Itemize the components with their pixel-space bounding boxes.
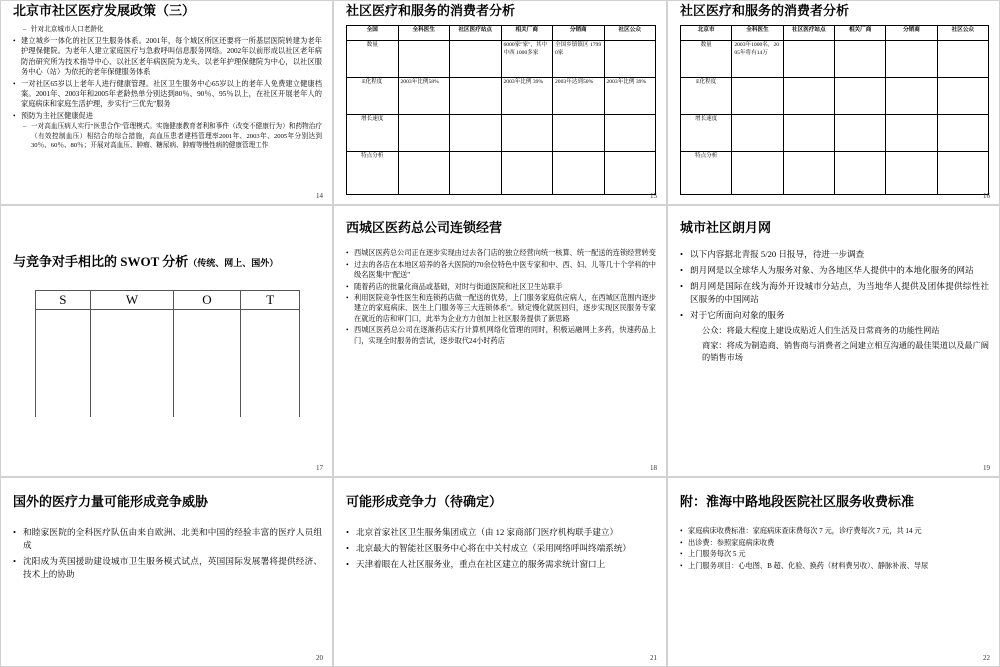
page-title: 附：淮海中路地段医院社区服务收费标准 xyxy=(680,494,915,509)
table-row-label: 数量 xyxy=(347,41,399,78)
list-item: • 过去的各店在本地区培养的各大医院的70余位特色中医专家和中、西、妇、儿等几十个学科的中级名医集中"配送" xyxy=(346,260,656,281)
table-cell xyxy=(398,41,450,78)
swot-cell-t xyxy=(240,310,299,418)
table-cell xyxy=(501,115,553,152)
table-row xyxy=(347,152,656,195)
table-cell xyxy=(783,152,834,195)
table-header-cell: 相关厂商 xyxy=(834,26,885,41)
slide-thumbnail[interactable] xyxy=(0,0,333,205)
table-row xyxy=(681,152,989,195)
table-cell xyxy=(604,41,656,78)
list-item: • 出诊费：参照家庭病床收费 xyxy=(680,538,989,548)
list-item: • 家庭病床收费标准：家庭病床查床费每次 7 元，诊疗费每次 7 元，共 14 元 xyxy=(680,526,989,536)
table-cell xyxy=(450,78,502,115)
slide-thumbnail[interactable] xyxy=(333,0,667,205)
table-cell xyxy=(886,115,937,152)
table-cell xyxy=(937,41,988,78)
bullet-list xyxy=(680,526,989,571)
slide-number: 20 xyxy=(316,654,323,662)
page-title xyxy=(13,254,322,270)
slide-thumbnail[interactable] xyxy=(333,205,667,477)
table-cell: 2003年达到50% xyxy=(553,78,605,115)
list-item: • 朗月网是国际在线为海外开设城市分站点，为当地华人提供及团体提供综性社区服务的中国网站 xyxy=(680,280,989,306)
slide-thumbnail[interactable] xyxy=(667,205,1000,477)
table-cell xyxy=(937,115,988,152)
list-item: • 上门服务每次 5 元 xyxy=(680,549,989,559)
table-cell xyxy=(732,152,783,195)
list-item: • 西城区医药总公司在逐渐药店实行计算机网络化管理的同时，积极运融网上多药，快速药品上门，实现全时服务的尝试，逐步取代24小时药店 xyxy=(346,325,656,346)
page-title-sub: （传统、网上、国外） xyxy=(188,258,279,268)
bullet-list xyxy=(346,526,656,571)
table-header-cell: 社区医疗站点 xyxy=(450,26,502,41)
list-item: • 朗月网是以全球华人为服务对象、为各地区华人提供中的本地化服务的网站 xyxy=(680,264,989,277)
table-header-cell: 全国 xyxy=(347,26,399,41)
bullet-list xyxy=(680,248,989,364)
list-item: • 建立城乡一体化的社区卫生服务体系。2001年，每个城区所区还要将一所基层医院转建为老年护理保健院。为老年人建立家庭医疗与急救呼叫信息服务网络。2002年以前形成以社区老年病防治研究所为技术指导中心、以社区老年病医院为龙头、以老年护理保健院为中心，以社区服务中心（站）为依托的老年保健服务体系 xyxy=(13,36,322,78)
table-row xyxy=(681,41,989,78)
table-cell xyxy=(553,115,605,152)
swot-header-o: O xyxy=(173,291,240,310)
table-header-cell: 社区医疗站点 xyxy=(783,26,834,41)
table-cell xyxy=(732,78,783,115)
swot-cell-o xyxy=(173,310,240,418)
table-cell xyxy=(834,78,885,115)
list-item: • 沈阳成为英国援助建设城市卫生服务模式试点，英国国际发展署将提供经济、技术上的协助 xyxy=(13,555,322,581)
table-cell xyxy=(732,115,783,152)
bullet-list xyxy=(13,526,322,581)
table-row-label: 特点分析 xyxy=(681,152,732,195)
list-item: – 一对高血压病人实行"医患合作"管理模式。实施健康教育者利和事件（改变不健康行为）和药物治疗（有效控制血压）相结合的综合措施，高血压患者建档管理率2001年、2003年、2005年分别达到30％、60％、80％；开展对高血压、肿瘤、糖尿病、肿瘤等慢性病的健康管理工作 xyxy=(13,122,322,151)
table-cell xyxy=(886,152,937,195)
table-header-cell: 社区公众 xyxy=(937,26,988,41)
list-item: • 一对社区65岁以上老年人进行健康管理。社区卫生服务中心65岁以上的老年人免费建立健康档案。2001年、2003年和2005年老龄热单分别达到80％、90％、95％以上，在社区开展老年人的家庭病床和家庭生活护理，步实行"三优先"服务 xyxy=(13,79,322,110)
bullet-list xyxy=(13,25,322,151)
list-item: • 以下内容据北青报 5/20 日报导，待进一步调查 xyxy=(680,248,989,261)
page-title: 西城区医药总公司连锁经营 xyxy=(346,220,503,235)
table-cell xyxy=(886,78,937,115)
slide-number: 16 xyxy=(983,192,990,200)
list-item: • 预防为主社区健康促进 xyxy=(13,111,322,121)
list-item: • 北京首家社区卫生服务集团成立（由 12 家商部门医疗机构联手建立） xyxy=(346,526,656,539)
table-cell xyxy=(937,152,988,195)
table-header-cell: 相关厂商 xyxy=(501,26,553,41)
table-cell xyxy=(783,78,834,115)
list-item: 商家：将成为制造商、销售商与消费者之间建立相互沟通的最佳渠道以及最广阔的销售市场 xyxy=(702,341,989,363)
list-item: 公众：将最大程度上建设成贴近人们生活及日常商务的功能性网站 xyxy=(702,325,940,335)
table-cell xyxy=(604,115,656,152)
slide-thumbnail[interactable] xyxy=(667,477,1000,667)
table-cell xyxy=(937,78,988,115)
table-row-label: E化程度 xyxy=(681,78,732,115)
table-row xyxy=(35,310,300,418)
table-cell xyxy=(553,152,605,195)
table-cell: 2003年1000名，2005年将有14万 xyxy=(732,41,783,78)
table-row-label: 增长速度 xyxy=(347,115,399,152)
slide-thumbnail[interactable] xyxy=(333,477,667,667)
table-row xyxy=(681,78,989,115)
slide-number: 18 xyxy=(650,464,657,472)
slide-number: 19 xyxy=(983,464,990,472)
slide-thumbnail[interactable] xyxy=(0,205,333,477)
slide-thumbnail[interactable] xyxy=(0,477,333,667)
table-cell xyxy=(834,41,885,78)
slide-thumbnail[interactable] xyxy=(667,0,1000,205)
swot-header-s: S xyxy=(35,291,90,310)
table-header-cell: 分销商 xyxy=(886,26,937,41)
list-item: • 对于它所面向对象的服务 xyxy=(680,309,989,322)
table-cell: 6000家"家"，其中中西 1000多家 xyxy=(501,41,553,78)
table-header-row xyxy=(347,26,656,41)
list-item: • 天津着眼在人社区服务业，重点在社区建立的服务需求统计窗口上 xyxy=(346,558,656,571)
list-item: • 随着药店的批量化商品或基础，对时与街道医院和社区卫生站联手 xyxy=(346,282,656,292)
table-cell xyxy=(834,152,885,195)
list-item: • 利用医院竞争性医生和连锁药店做一配送的优势，上门服务家庭供应病人，在西城区范围内逐步建立的家庭病床、医生上门服务等三大连锁体系"。锁定慢化就医回归，逐步实现区民服务专家在就近的店和审门口，此举为企业方力创加上社区服务提供了新思路 xyxy=(346,293,656,324)
page-title: 北京市社区医疗发展政策（三） xyxy=(13,3,196,18)
table-cell xyxy=(450,115,502,152)
table-row-label: 数量 xyxy=(681,41,732,78)
table-cell xyxy=(398,115,450,152)
list-item: • 上门服务项目：心电图、B 超、化验、换药（材料费另收）、静脉补液、导尿 xyxy=(680,561,989,571)
slide-number: 15 xyxy=(650,192,657,200)
slide-number: 22 xyxy=(983,654,990,662)
table-cell: 全国乡镇镇区 17990家 xyxy=(553,41,605,78)
swot-cell-w xyxy=(91,310,174,418)
table-cell: 2003年比例58% xyxy=(398,78,450,115)
swot-cell-s xyxy=(35,310,90,418)
table-cell xyxy=(398,152,450,195)
slide-number: 21 xyxy=(650,654,657,662)
list-item: • 北京最大的智能社区服务中心将在中关村成立（采用网络呼叫终端系统） xyxy=(346,542,656,555)
slide-number: 17 xyxy=(316,464,323,472)
table-cell xyxy=(604,152,656,195)
table-row-label: E化程度 xyxy=(347,78,399,115)
table-header-cell: 北京市 xyxy=(681,26,732,41)
page-title: 国外的医疗力量可能形成竞争威胁 xyxy=(13,494,209,509)
consumer-analysis-table xyxy=(680,25,989,195)
table-cell xyxy=(783,115,834,152)
table-row xyxy=(681,115,989,152)
page-title: 可能形成竞争力（待确定） xyxy=(346,494,503,509)
table-row xyxy=(347,41,656,78)
table-header-cell: 社区公众 xyxy=(604,26,656,41)
page-title: 城市社区朗月网 xyxy=(680,220,772,235)
bullet-list xyxy=(346,248,656,346)
table-cell xyxy=(886,41,937,78)
table-cell: 2003年比例 39% xyxy=(501,78,553,115)
swot-header-t: T xyxy=(240,291,299,310)
list-item: • 和睦家医院的全科医疗队伍由来自欧洲、北美和中国的经验丰富的医疗人员组成 xyxy=(13,526,322,552)
page-title: 社区医疗和服务的消费者分析 xyxy=(346,3,516,18)
table-header-row xyxy=(35,291,300,310)
swot-header-w: W xyxy=(91,291,174,310)
table-cell xyxy=(450,41,502,78)
page-title: 社区医疗和服务的消费者分析 xyxy=(680,3,850,18)
table-row-label: 增长速度 xyxy=(681,115,732,152)
table-row xyxy=(347,115,656,152)
table-header-row xyxy=(681,26,989,41)
table-cell xyxy=(450,152,502,195)
page-title-main: 与竞争对手相比的 SWOT 分析 xyxy=(13,254,189,269)
table-row-label: 特点分析 xyxy=(347,152,399,195)
swot-table xyxy=(35,290,301,417)
slide-number: 14 xyxy=(316,192,323,200)
table-header-cell: 全科医生 xyxy=(732,26,783,41)
table-cell xyxy=(783,41,834,78)
table-header-cell: 全科医生 xyxy=(398,26,450,41)
list-item: – 针对北京城市人口老龄化 xyxy=(13,25,322,35)
list-item: • 西城区医药总公司正在逐步实现由过去各门店的独立经营向统一核算、统一配送的连锁经营转变 xyxy=(346,248,656,258)
table-cell: 2003年比例 39% xyxy=(604,78,656,115)
table-cell xyxy=(834,115,885,152)
table-row xyxy=(347,78,656,115)
consumer-analysis-table xyxy=(346,25,656,195)
table-cell xyxy=(501,152,553,195)
table-header-cell: 分销商 xyxy=(553,26,605,41)
